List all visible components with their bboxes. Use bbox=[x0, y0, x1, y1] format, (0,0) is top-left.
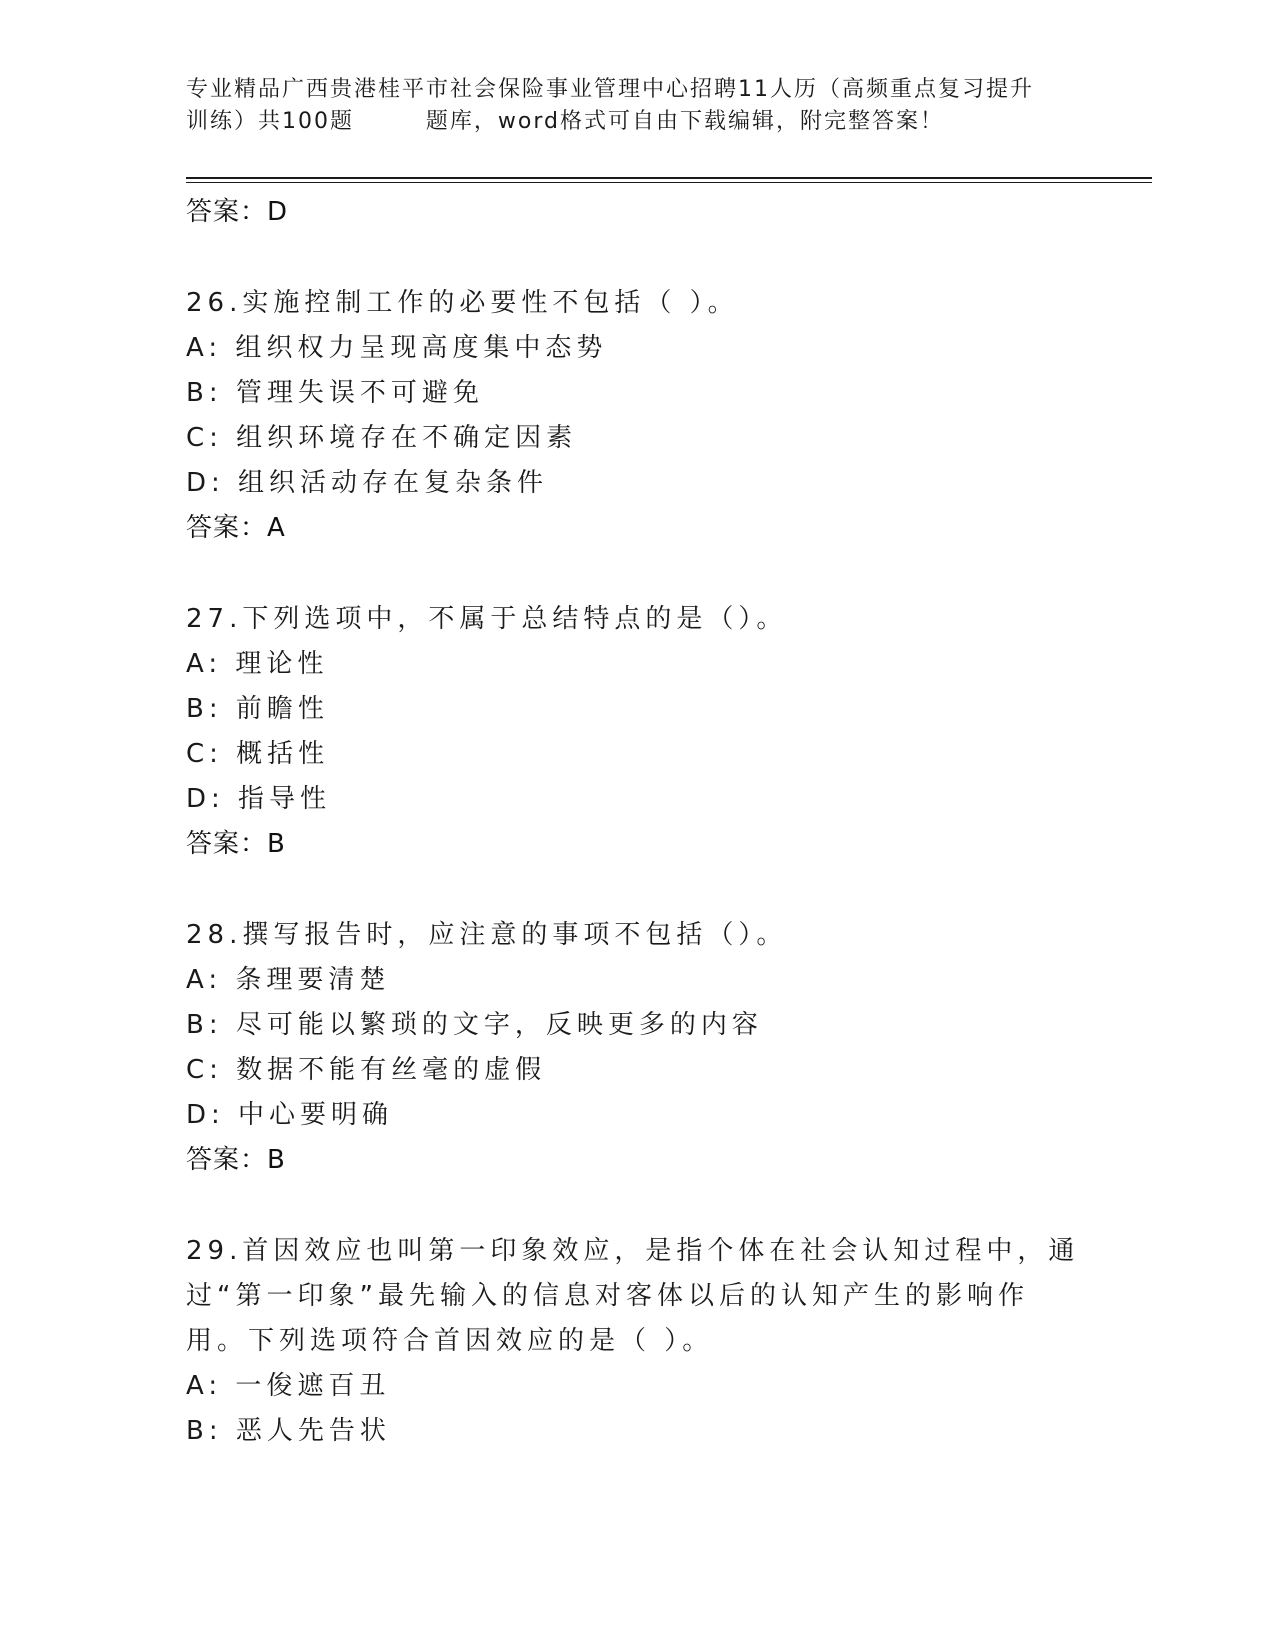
header-divider-thick bbox=[186, 177, 1152, 179]
option-d: D: 指导性 bbox=[186, 784, 332, 814]
question-block bbox=[186, 913, 1086, 1183]
option-b: B: 尽可能以繁琐的文字，反映更多的内容 bbox=[186, 1010, 763, 1040]
header-line-2: 训练）共100题 题库，word格式可自由下载编辑，附完整答案！ bbox=[186, 109, 945, 134]
header-divider-thin bbox=[186, 182, 1152, 183]
question-block bbox=[186, 597, 1086, 867]
option-c: C: 组织环境存在不确定因素 bbox=[186, 423, 578, 453]
option-b: B: 恶人先告状 bbox=[186, 1416, 391, 1446]
option-a: A: 一俊遮百丑 bbox=[186, 1371, 391, 1401]
document-header bbox=[186, 74, 1066, 138]
option-c: C: 概括性 bbox=[186, 739, 330, 769]
option-d: D: 组织活动存在复杂条件 bbox=[186, 468, 549, 498]
option-b: B: 前瞻性 bbox=[186, 694, 329, 724]
answer-line: 答案：B bbox=[186, 1145, 286, 1175]
question-text: 27.下列选项中，不属于总结特点的是（）。 bbox=[186, 604, 788, 634]
question-text: 29.首因效应也叫第一印象效应，是指个体在社会认知过程中，通过“第一印象”最先输入的信息对客体以后的认知产生的影响作用。下列选项符合首因效应的是（ ）。 bbox=[186, 1236, 1080, 1356]
option-d: D: 中心要明确 bbox=[186, 1100, 394, 1130]
answer-line: 答案：B bbox=[186, 829, 286, 859]
option-a: A: 理论性 bbox=[186, 649, 329, 679]
option-a: A: 组织权力呈现高度集中态势 bbox=[186, 333, 608, 363]
previous-answer: 答案：D bbox=[186, 197, 289, 227]
question-text: 26.实施控制工作的必要性不包括（ ）。 bbox=[186, 288, 739, 318]
question-list bbox=[186, 190, 1086, 1454]
header-line-1: 专业精品广西贵港桂平市社会保险事业管理中心招聘11人历（高频重点复习提升 bbox=[186, 77, 1034, 102]
question-block bbox=[186, 1229, 1086, 1454]
option-c: C: 数据不能有丝毫的虚假 bbox=[186, 1055, 547, 1085]
answer-line: 答案：A bbox=[186, 513, 286, 543]
option-a: A: 条理要清楚 bbox=[186, 965, 391, 995]
question-text: 28.撰写报告时，应注意的事项不包括（）。 bbox=[186, 920, 788, 950]
option-b: B: 管理失误不可避免 bbox=[186, 378, 484, 408]
question-block bbox=[186, 281, 1086, 551]
